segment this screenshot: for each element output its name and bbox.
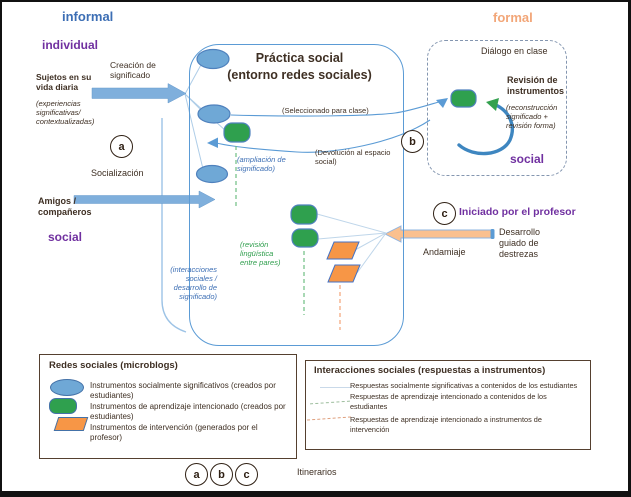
- andamiaje-label: Andamiaje: [423, 247, 466, 257]
- legend-interacciones-item-2: Respuestas de aprendizaje intencionado a contenidos de los estudiantes: [350, 392, 547, 411]
- legend-green-blob-icon: [49, 398, 77, 414]
- legend-orange-parallelogram-icon: [54, 417, 89, 431]
- sujetos-title: Sujetos en su vida diaria: [36, 72, 92, 93]
- panel-title-line2: (entorno redes sociales): [227, 68, 372, 82]
- amigos-label: Amigos / compañeros: [38, 196, 92, 217]
- legend-redes-item-1: Instrumentos socialmente significativos (creados por estudiantes): [90, 381, 276, 401]
- desarrollo-label: Desarrollo guiado de destrezas: [499, 227, 541, 259]
- practica-social-panel: [189, 44, 404, 346]
- revision-title: Revisión de instrumentos: [507, 75, 565, 96]
- legend-line-solid-blue: [320, 387, 352, 388]
- socializacion-label: Socialización: [91, 168, 144, 178]
- ampliacion-label: (ampliación de significado): [237, 155, 286, 174]
- revision-note: (reconstrucción significado + revisión forma): [506, 103, 558, 131]
- label-informal: informal: [62, 9, 114, 24]
- iniciado-label: Iniciado por el profesor: [459, 206, 576, 218]
- label-social-left: social: [48, 230, 83, 244]
- marker-a: a: [110, 135, 133, 158]
- seleccionado-label: (Seleccionado para clase): [282, 106, 369, 115]
- marker-c: c: [433, 202, 456, 225]
- creacion-significado-arrow: [92, 84, 186, 104]
- legend-redes-item-3: Instrumentos de intervención (generados por el profesor): [90, 423, 258, 443]
- devolucion-label: (Devolución al espacio social): [315, 148, 391, 167]
- dialogo-title: Diálogo en clase: [481, 46, 548, 56]
- andamiaje-arrow-cap: [491, 229, 495, 239]
- marker-b: b: [401, 130, 424, 153]
- revision-pares-label: (revisión lingüística entre pares): [240, 240, 281, 268]
- legend-redes-item-2: Instrumentos de aprendizaje intencionado (creados por estudiantes): [90, 402, 286, 422]
- itinerarios-label: Itinerarios: [297, 467, 337, 477]
- sujetos-note: (experiencias significativas/ contextualizadas): [36, 99, 95, 127]
- panel-title-line1: Práctica social: [255, 51, 344, 65]
- creacion-label: Creación de significado: [110, 60, 156, 81]
- legend-interacciones-item-1: Respuestas socialmente significativas a contenidos de los estudiantes: [350, 381, 578, 390]
- itinerary-marker-c: c: [235, 463, 258, 486]
- legend-interacciones-item-3: Respuestas de aprendizaje intencionado a instrumentos de intervención: [350, 415, 542, 434]
- itinerary-marker-a: a: [185, 463, 208, 486]
- legend-interacciones-title: Interacciones sociales (respuestas a instrumentos): [314, 365, 546, 376]
- label-individual: individual: [42, 38, 99, 52]
- legend-blue-ellipse-icon: [50, 379, 84, 396]
- interacciones-label: (interacciones sociales / desarrollo de significado): [170, 265, 217, 302]
- label-formal: formal: [493, 10, 533, 25]
- label-social-formal: social: [510, 152, 545, 166]
- itinerary-marker-b: b: [210, 463, 233, 486]
- legend-redes-title: Redes sociales (microblogs): [49, 360, 178, 371]
